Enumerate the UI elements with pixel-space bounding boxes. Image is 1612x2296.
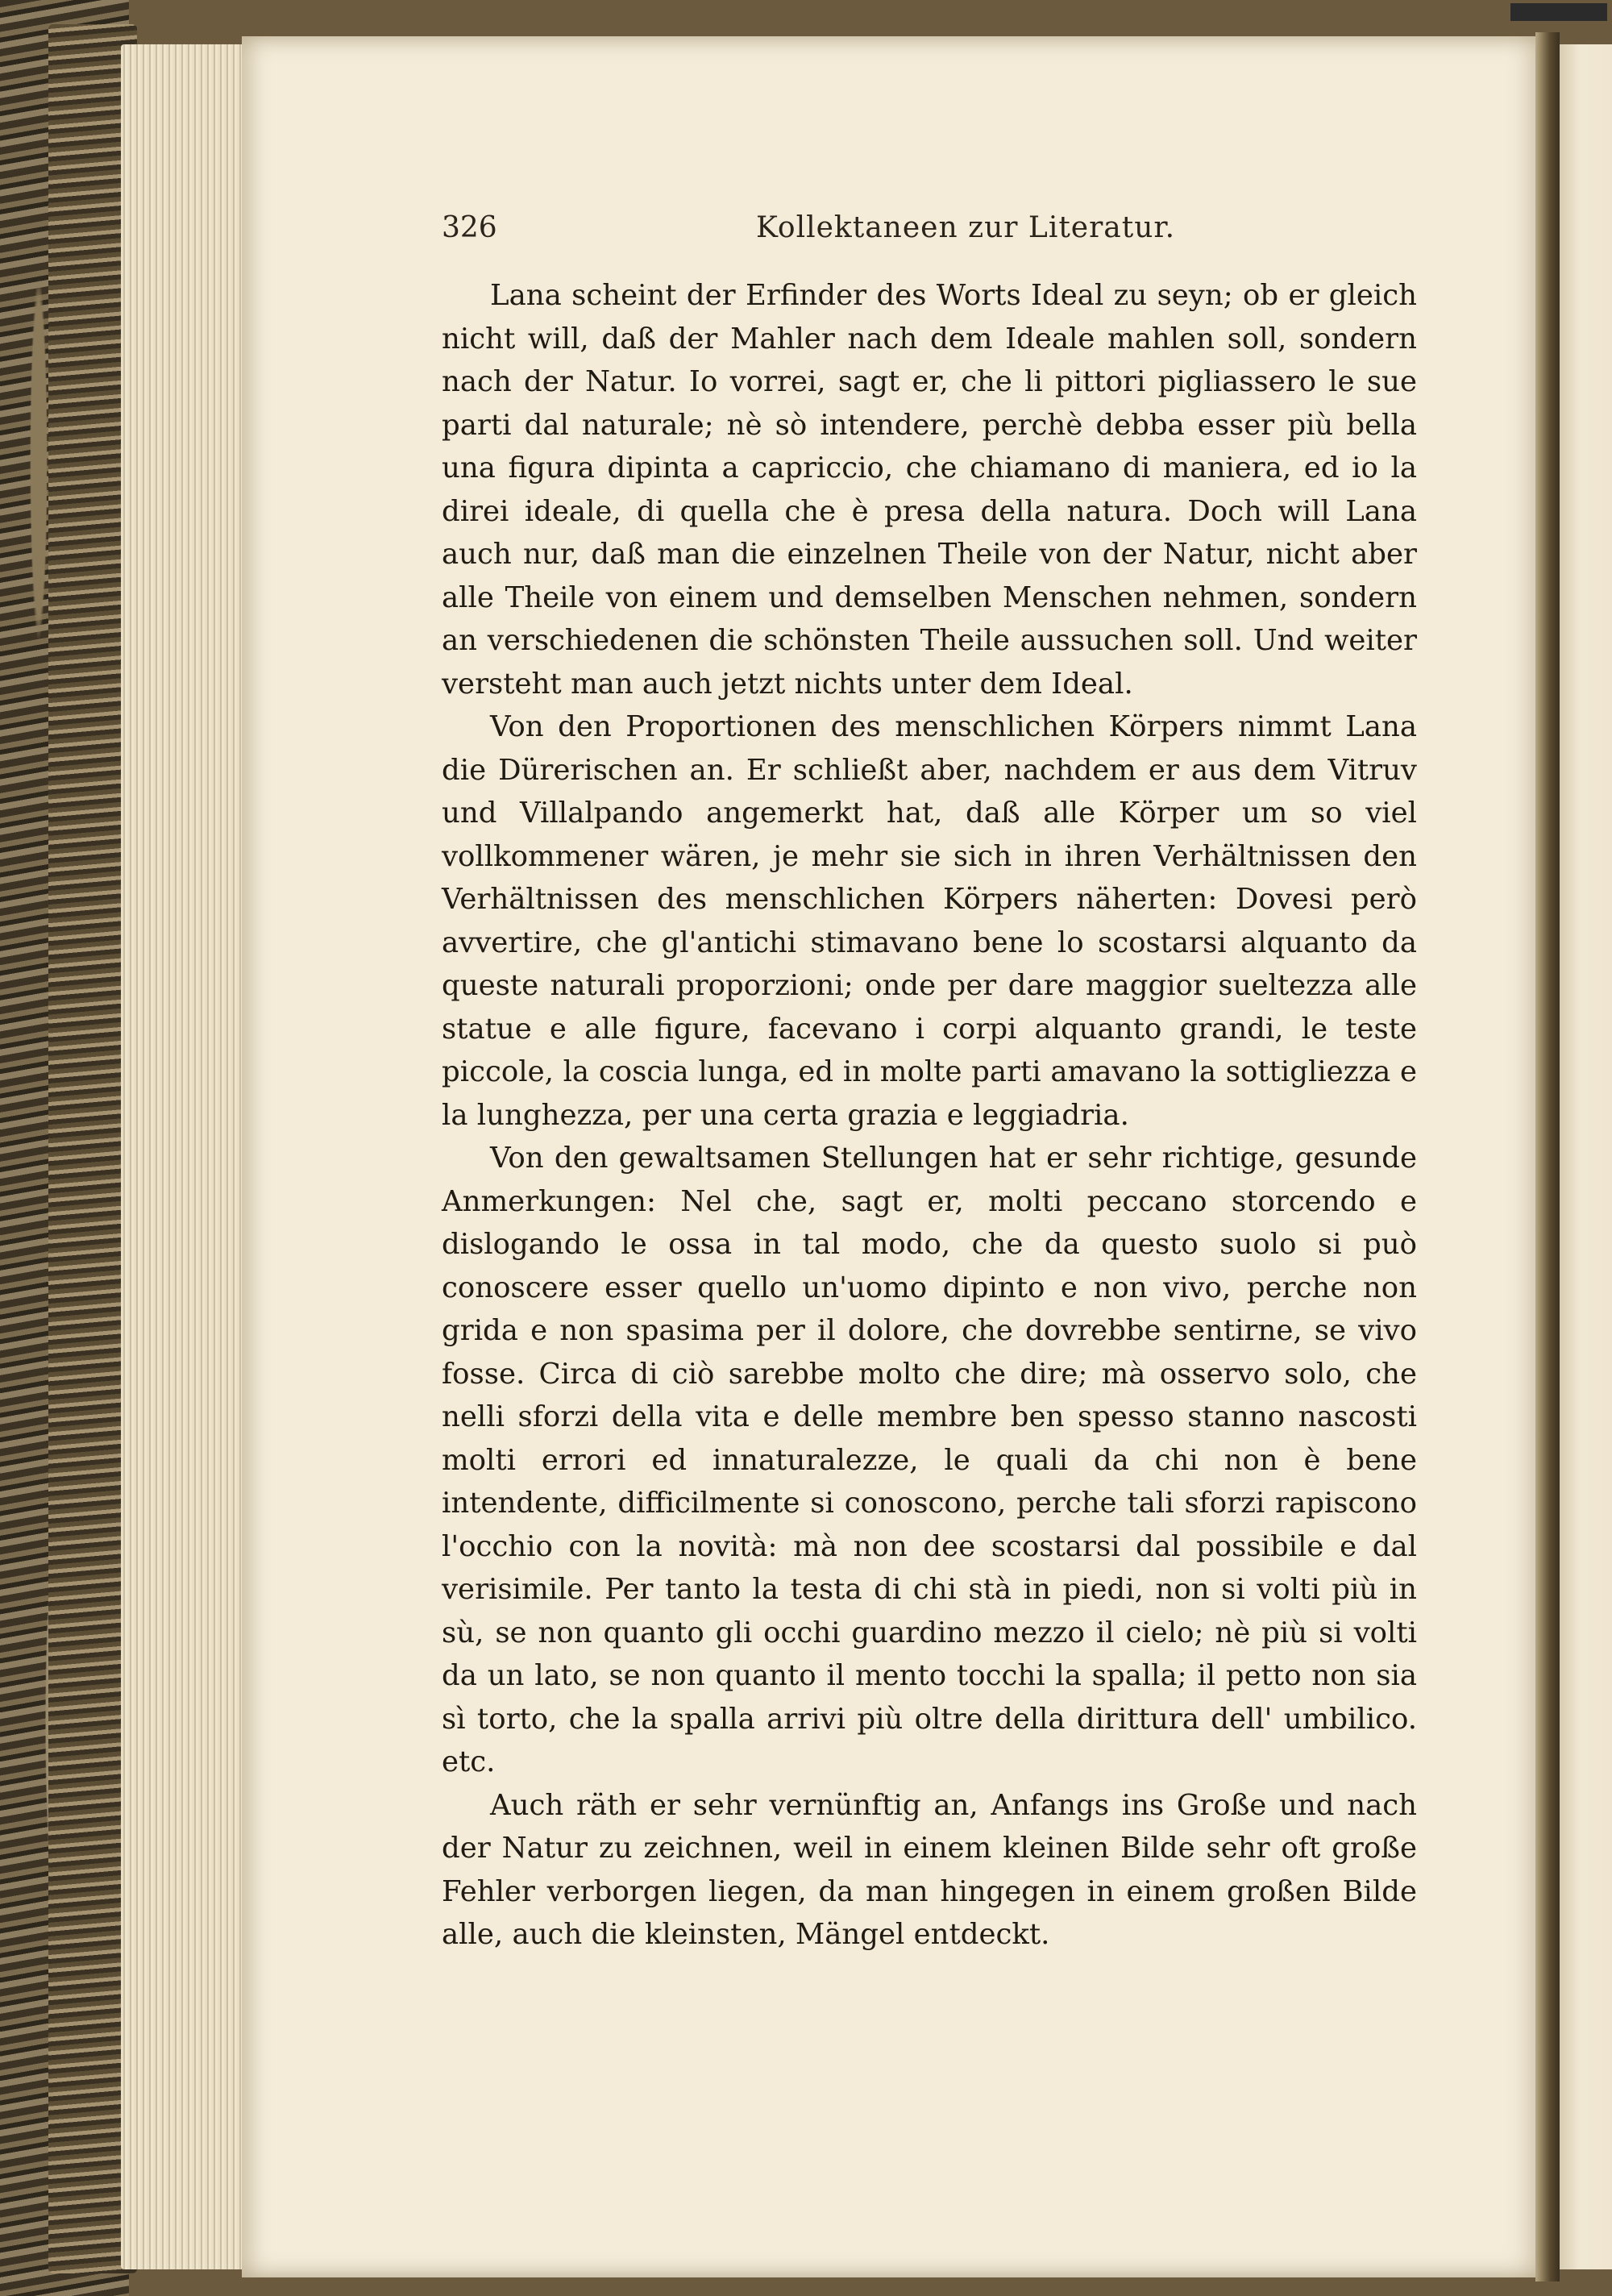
book-gutter — [1535, 32, 1560, 2281]
page-stack-edge — [121, 44, 258, 2269]
paragraph-3: Von den gewaltsamen Stellungen hat er sehr richtige, gesunde Anmerkungen: Nel che, sagt er, molti peccano storcendo e dislogando le ossa in tal modo, che da questo suolo si può conoscere esser quello un'uomo dipinto e non vivo, perche non grida e non spasima per il dolore, che dovrebbe sentirne, se vivo fosse. Circa di ciò sarebbe molto che dire; mà osservo solo, che nelli sforzi della vita e delle membre ben spesso stanno nascosti molti errori ed innaturalezze, le quali da chi non è bene intendente, difficilmente si conoscono, perche tali sforzi rapiscono l'occhio con la novità: mà non dee scostarsi dal possibile e dal verisimile. Per tanto la testa di chi stà in piedi, non si volti più in sù, se non quanto gli occhi guardino mezzo il cielo; nè più si volti da un lato, se non quanto il mento tocchi la spalla; il petto non sia sì torto, che la spalla arrivi più oltre della dirittura dell' umbilico. etc. — [442, 1142, 1417, 1778]
facing-page-edge — [1560, 44, 1612, 2269]
scan-color-bar — [1510, 3, 1607, 21]
paragraph-1: Lana scheint der Erfinder des Worts Ideal zu seyn; ob er gleich nicht will, daß der Mahler nach dem Ideale mahlen soll, sondern nach der Natur. Io vorrei, sagt er, che li pittori pigliassero le sue parti dal naturale; nè sò intendere, perchè debba esser più bella una figura dipinta a capriccio, che chiamano di maniera, ed io la direi ideale, di quella che è presa della natura. Doch will Lana auch nur, daß man die einzelnen Theile von der Natur, nicht aber alle Theile von einem und demselben Menschen nehmen, sondern an verschiedenen die schönsten Theile aussuchen soll. Und weiter versteht man auch jetzt nichts unter dem Ideal. — [442, 279, 1417, 701]
paragraph-2: Von den Proportionen des menschlichen Körpers nimmt Lana die Dürerischen an. Er schließt aber, nachdem er aus dem Vitruv und Villalpando angemerkt hat, daß alle Körper um so viel vollkommener wären, je mehr sie sich in ihren Verhältnissen den Verhältnissen des menschlichen Körpers näherten: Dovesi però avvertire, che gl'antichi stimavano bene lo scostarsi alquanto da queste naturali proporzioni; onde per dare maggior sueltezza alle statue e alle figure, facevano i corpi alquanto grandi, le teste piccole, la coscia lunga, ed in molte parti amavano la sottigliezza e la lunghezza, per una certa grazia e leggiadria. — [442, 710, 1417, 1132]
body-text — [442, 274, 1417, 1957]
paragraph-4: Auch räth er sehr vernünftig an, Anfangs ins Große und nach der Natur zu zeichnen, weil in einem kleinen Bilde sehr oft große Fehler verborgen liegen, da man hingegen in einem großen Bilde alle, auch die kleinsten, Mängel entdeckt. — [442, 1788, 1417, 1951]
running-title: Kollektaneen zur Literatur. — [756, 211, 1176, 244]
running-head — [442, 211, 1417, 250]
page-number: 326 — [442, 211, 497, 244]
